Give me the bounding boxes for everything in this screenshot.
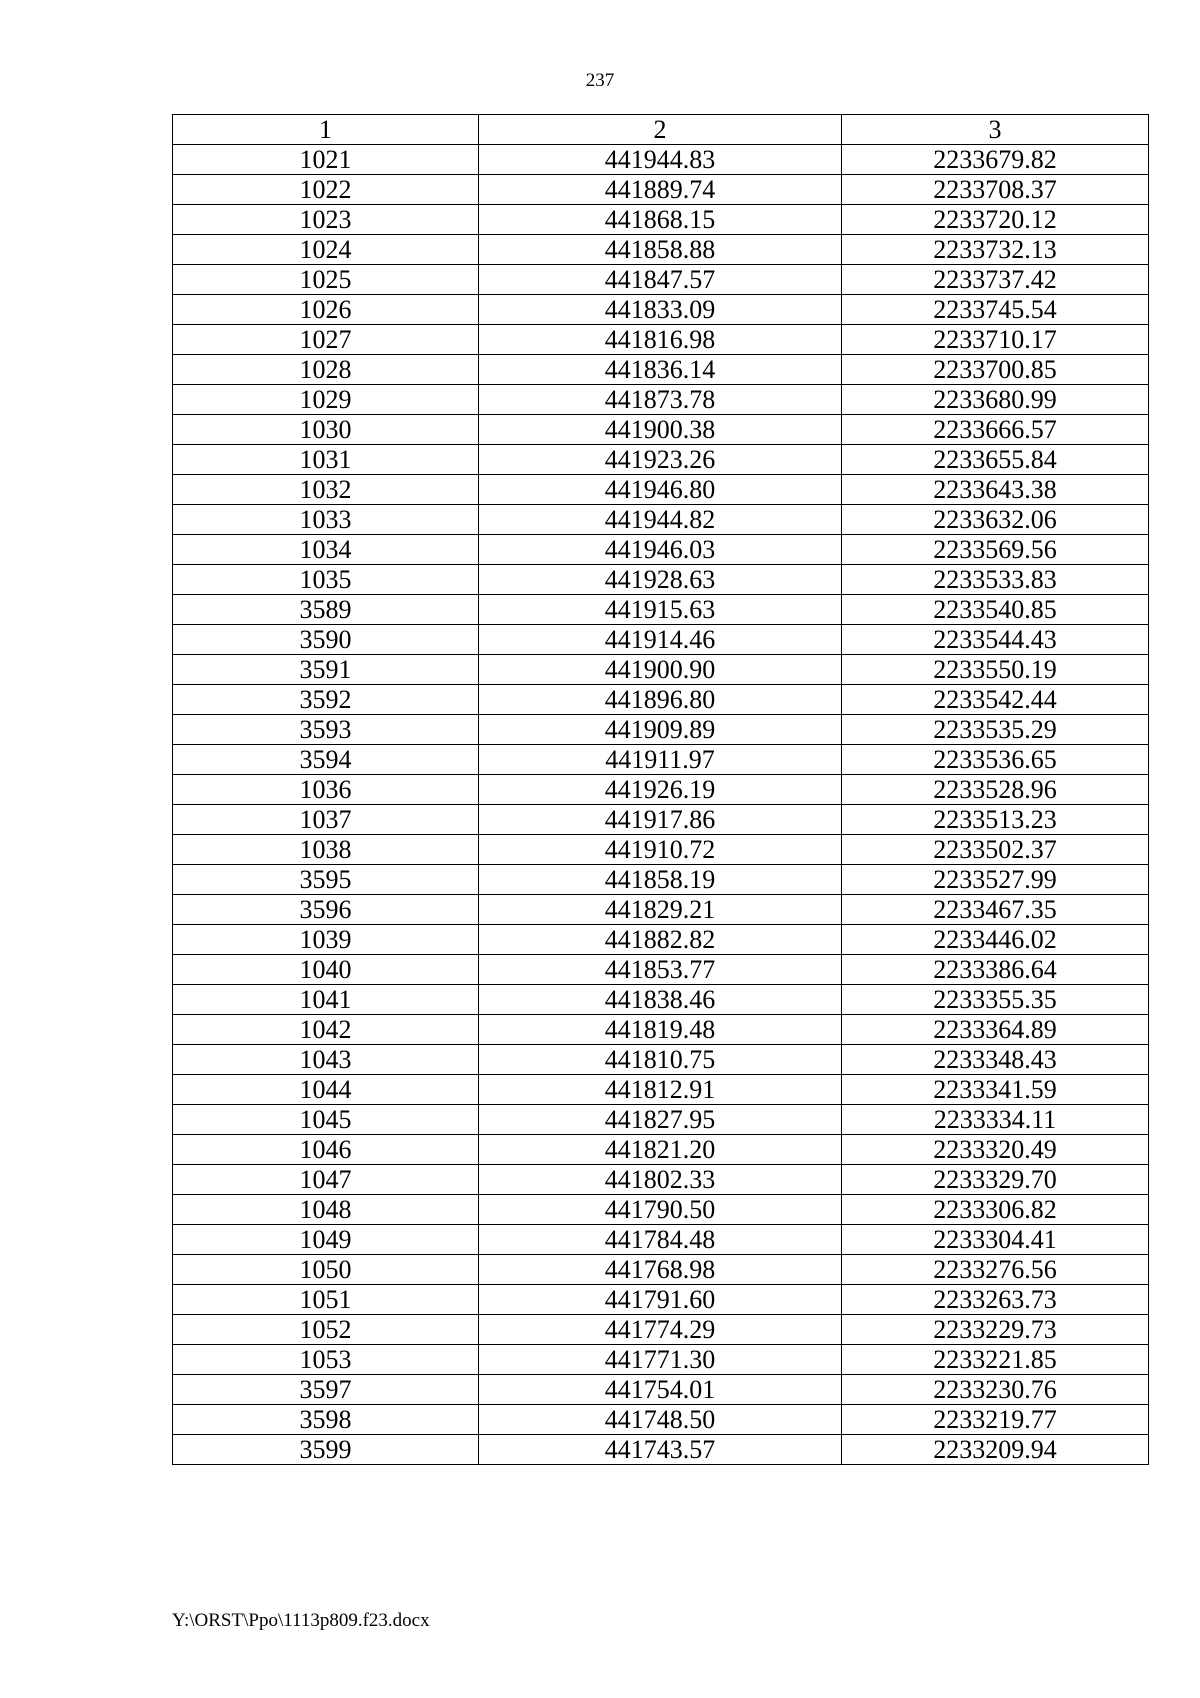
table-cell-col-3: 2233643.38 xyxy=(842,475,1149,505)
table-row xyxy=(173,1045,1149,1075)
table-cell-col-1: 3595 xyxy=(173,865,479,895)
table-cell-col-1: 1041 xyxy=(173,985,479,1015)
table-cell-col-3: 2233700.85 xyxy=(842,355,1149,385)
table-row xyxy=(173,535,1149,565)
table-cell-col-3: 2233386.64 xyxy=(842,955,1149,985)
table-cell-col-1: 3589 xyxy=(173,595,479,625)
table-cell-col-2: 441900.90 xyxy=(479,655,842,685)
table-cell-col-1: 1036 xyxy=(173,775,479,805)
table-cell-col-1: 1029 xyxy=(173,385,479,415)
table-row xyxy=(173,1255,1149,1285)
table-cell-col-1: 1025 xyxy=(173,265,479,295)
table-cell-col-2: 441944.82 xyxy=(479,505,842,535)
table-cell-col-3: 2233467.35 xyxy=(842,895,1149,925)
table-cell-col-1: 1050 xyxy=(173,1255,479,1285)
table-row xyxy=(173,745,1149,775)
table-cell-col-2: 441833.09 xyxy=(479,295,842,325)
table-cell-col-2: 441774.29 xyxy=(479,1315,842,1345)
table-cell-col-3: 2233708.37 xyxy=(842,175,1149,205)
table-row xyxy=(173,595,1149,625)
table-cell-col-2: 441816.98 xyxy=(479,325,842,355)
table-cell-col-1: 1053 xyxy=(173,1345,479,1375)
table-cell-col-2: 441784.48 xyxy=(479,1225,842,1255)
table-cell-col-2: 441812.91 xyxy=(479,1075,842,1105)
table-cell-col-1: 1051 xyxy=(173,1285,479,1315)
table-cell-col-3: 2233219.77 xyxy=(842,1405,1149,1435)
table-row xyxy=(173,445,1149,475)
table-row xyxy=(173,775,1149,805)
table-cell-col-2: 441896.80 xyxy=(479,685,842,715)
table-row xyxy=(173,475,1149,505)
table-cell-col-2: 441768.98 xyxy=(479,1255,842,1285)
table-cell-col-2: 441914.46 xyxy=(479,625,842,655)
table-cell-col-3: 2233655.84 xyxy=(842,445,1149,475)
table-cell-col-2: 441858.88 xyxy=(479,235,842,265)
table-row xyxy=(173,1195,1149,1225)
table-cell-col-3: 2233533.83 xyxy=(842,565,1149,595)
table-row xyxy=(173,415,1149,445)
table-cell-col-3: 2233720.12 xyxy=(842,205,1149,235)
table-cell-col-3: 2233306.82 xyxy=(842,1195,1149,1225)
table-cell-col-2: 441743.57 xyxy=(479,1435,842,1465)
table-cell-col-3: 2233550.19 xyxy=(842,655,1149,685)
table-row xyxy=(173,1435,1149,1465)
table-row xyxy=(173,325,1149,355)
table-cell-col-2: 441889.74 xyxy=(479,175,842,205)
table-cell-col-1: 1026 xyxy=(173,295,479,325)
table-body xyxy=(173,145,1149,1465)
table-row xyxy=(173,235,1149,265)
table-cell-col-3: 2233348.43 xyxy=(842,1045,1149,1075)
table-row xyxy=(173,955,1149,985)
table-row xyxy=(173,865,1149,895)
table-cell-col-2: 441802.33 xyxy=(479,1165,842,1195)
table-row xyxy=(173,565,1149,595)
table-cell-col-3: 2233536.65 xyxy=(842,745,1149,775)
table-cell-col-3: 2233737.42 xyxy=(842,265,1149,295)
table-row xyxy=(173,295,1149,325)
table-cell-col-2: 441790.50 xyxy=(479,1195,842,1225)
table-cell-col-1: 1027 xyxy=(173,325,479,355)
table-cell-col-1: 3598 xyxy=(173,1405,479,1435)
table-cell-col-2: 441909.89 xyxy=(479,715,842,745)
table-cell-col-3: 2233513.23 xyxy=(842,805,1149,835)
table-row xyxy=(173,1135,1149,1165)
table-cell-col-1: 1033 xyxy=(173,505,479,535)
table-header xyxy=(173,115,1149,145)
table-cell-col-2: 441829.21 xyxy=(479,895,842,925)
table-cell-col-2: 441917.86 xyxy=(479,805,842,835)
table-row xyxy=(173,805,1149,835)
table-cell-col-3: 2233569.56 xyxy=(842,535,1149,565)
table-row xyxy=(173,1015,1149,1045)
table-cell-col-1: 1030 xyxy=(173,415,479,445)
table-row xyxy=(173,1075,1149,1105)
table-cell-col-2: 441821.20 xyxy=(479,1135,842,1165)
table-row xyxy=(173,655,1149,685)
table-row xyxy=(173,1285,1149,1315)
table-row xyxy=(173,1165,1149,1195)
table-cell-col-2: 441827.95 xyxy=(479,1105,842,1135)
table-cell-col-1: 3591 xyxy=(173,655,479,685)
table-row xyxy=(173,385,1149,415)
table-cell-col-2: 441754.01 xyxy=(479,1375,842,1405)
table-cell-col-2: 441946.03 xyxy=(479,535,842,565)
table-cell-col-1: 1044 xyxy=(173,1075,479,1105)
table-cell-col-3: 2233229.73 xyxy=(842,1315,1149,1345)
table-cell-col-3: 2233535.29 xyxy=(842,715,1149,745)
column-header-1: 1 xyxy=(173,115,479,145)
table-cell-col-1: 3597 xyxy=(173,1375,479,1405)
table-cell-col-2: 441853.77 xyxy=(479,955,842,985)
table-cell-col-2: 441873.78 xyxy=(479,385,842,415)
table-row xyxy=(173,925,1149,955)
table-cell-col-1: 1048 xyxy=(173,1195,479,1225)
table-cell-col-3: 2233364.89 xyxy=(842,1015,1149,1045)
table-cell-col-3: 2233540.85 xyxy=(842,595,1149,625)
table-cell-col-3: 2233542.44 xyxy=(842,685,1149,715)
table-cell-col-1: 1049 xyxy=(173,1225,479,1255)
table-cell-col-2: 441944.83 xyxy=(479,145,842,175)
table-row xyxy=(173,1345,1149,1375)
table-row xyxy=(173,175,1149,205)
table-cell-col-2: 441819.48 xyxy=(479,1015,842,1045)
table-cell-col-1: 1043 xyxy=(173,1045,479,1075)
table-cell-col-1: 1035 xyxy=(173,565,479,595)
table-cell-col-2: 441911.97 xyxy=(479,745,842,775)
table-cell-col-2: 441926.19 xyxy=(479,775,842,805)
table-cell-col-2: 441900.38 xyxy=(479,415,842,445)
table-cell-col-1: 3594 xyxy=(173,745,479,775)
table-cell-col-1: 1052 xyxy=(173,1315,479,1345)
table-row xyxy=(173,1225,1149,1255)
table-cell-col-3: 2233745.54 xyxy=(842,295,1149,325)
table-cell-col-1: 1040 xyxy=(173,955,479,985)
table-cell-col-2: 441882.82 xyxy=(479,925,842,955)
table-cell-col-1: 1023 xyxy=(173,205,479,235)
table-cell-col-2: 441810.75 xyxy=(479,1045,842,1075)
table-cell-col-1: 3590 xyxy=(173,625,479,655)
coordinates-table xyxy=(172,114,1149,1465)
page-number: 237 xyxy=(585,70,615,91)
table-cell-col-2: 441910.72 xyxy=(479,835,842,865)
table-cell-col-2: 441946.80 xyxy=(479,475,842,505)
table-row xyxy=(173,1375,1149,1405)
table-cell-col-3: 2233710.17 xyxy=(842,325,1149,355)
table-cell-col-2: 441923.26 xyxy=(479,445,842,475)
table-cell-col-2: 441791.60 xyxy=(479,1285,842,1315)
table-cell-col-1: 3593 xyxy=(173,715,479,745)
table-cell-col-1: 1047 xyxy=(173,1165,479,1195)
table-cell-col-1: 1046 xyxy=(173,1135,479,1165)
table-row xyxy=(173,355,1149,385)
table-cell-col-3: 2233502.37 xyxy=(842,835,1149,865)
table-cell-col-3: 2233221.85 xyxy=(842,1345,1149,1375)
table-cell-col-1: 1031 xyxy=(173,445,479,475)
table-cell-col-3: 2233276.56 xyxy=(842,1255,1149,1285)
table-cell-col-1: 3592 xyxy=(173,685,479,715)
table-cell-col-1: 1021 xyxy=(173,145,479,175)
column-header-2: 2 xyxy=(479,115,842,145)
table-row xyxy=(173,685,1149,715)
table-cell-col-2: 441928.63 xyxy=(479,565,842,595)
table-cell-col-2: 441748.50 xyxy=(479,1405,842,1435)
table-cell-col-1: 1037 xyxy=(173,805,479,835)
table-cell-col-2: 441847.57 xyxy=(479,265,842,295)
table-cell-col-3: 2233666.57 xyxy=(842,415,1149,445)
table-cell-col-1: 1034 xyxy=(173,535,479,565)
table-row xyxy=(173,1315,1149,1345)
table-cell-col-1: 1028 xyxy=(173,355,479,385)
table-cell-col-1: 3599 xyxy=(173,1435,479,1465)
table-row xyxy=(173,895,1149,925)
table-cell-col-3: 2233320.49 xyxy=(842,1135,1149,1165)
column-header-3: 3 xyxy=(842,115,1149,145)
table-cell-col-2: 441868.15 xyxy=(479,205,842,235)
table-cell-col-2: 441858.19 xyxy=(479,865,842,895)
table-row xyxy=(173,145,1149,175)
table-cell-col-3: 2233528.96 xyxy=(842,775,1149,805)
table-cell-col-3: 2233230.76 xyxy=(842,1375,1149,1405)
table-row xyxy=(173,985,1149,1015)
table-cell-col-1: 1022 xyxy=(173,175,479,205)
table-cell-col-3: 2233680.99 xyxy=(842,385,1149,415)
table-cell-col-3: 2233355.35 xyxy=(842,985,1149,1015)
table-cell-col-3: 2233632.06 xyxy=(842,505,1149,535)
table-cell-col-2: 441836.14 xyxy=(479,355,842,385)
table-cell-col-3: 2233446.02 xyxy=(842,925,1149,955)
table-cell-col-3: 2233209.94 xyxy=(842,1435,1149,1465)
table-cell-col-1: 1039 xyxy=(173,925,479,955)
table-cell-col-1: 1045 xyxy=(173,1105,479,1135)
table-cell-col-3: 2233544.43 xyxy=(842,625,1149,655)
table-cell-col-2: 441838.46 xyxy=(479,985,842,1015)
table-cell-col-1: 1038 xyxy=(173,835,479,865)
header-row xyxy=(173,115,1149,145)
table-row xyxy=(173,1405,1149,1435)
table-cell-col-3: 2233732.13 xyxy=(842,235,1149,265)
table-row xyxy=(173,505,1149,535)
table-cell-col-1: 3596 xyxy=(173,895,479,925)
table-row xyxy=(173,265,1149,295)
table-row xyxy=(173,1105,1149,1135)
table-row xyxy=(173,715,1149,745)
table-cell-col-1: 1024 xyxy=(173,235,479,265)
table-cell-col-1: 1032 xyxy=(173,475,479,505)
table-cell-col-2: 441915.63 xyxy=(479,595,842,625)
table-cell-col-3: 2233527.99 xyxy=(842,865,1149,895)
table-cell-col-3: 2233263.73 xyxy=(842,1285,1149,1315)
table-row xyxy=(173,625,1149,655)
table-row xyxy=(173,835,1149,865)
table-cell-col-3: 2233329.70 xyxy=(842,1165,1149,1195)
table-cell-col-1: 1042 xyxy=(173,1015,479,1045)
table-cell-col-3: 2233341.59 xyxy=(842,1075,1149,1105)
footer-file-path: Y:\ORST\Ppo\1113p809.f23.docx xyxy=(172,1610,430,1631)
table-row xyxy=(173,205,1149,235)
table-cell-col-2: 441771.30 xyxy=(479,1345,842,1375)
table-cell-col-3: 2233334.11 xyxy=(842,1105,1149,1135)
table-cell-col-3: 2233679.82 xyxy=(842,145,1149,175)
table-cell-col-3: 2233304.41 xyxy=(842,1225,1149,1255)
